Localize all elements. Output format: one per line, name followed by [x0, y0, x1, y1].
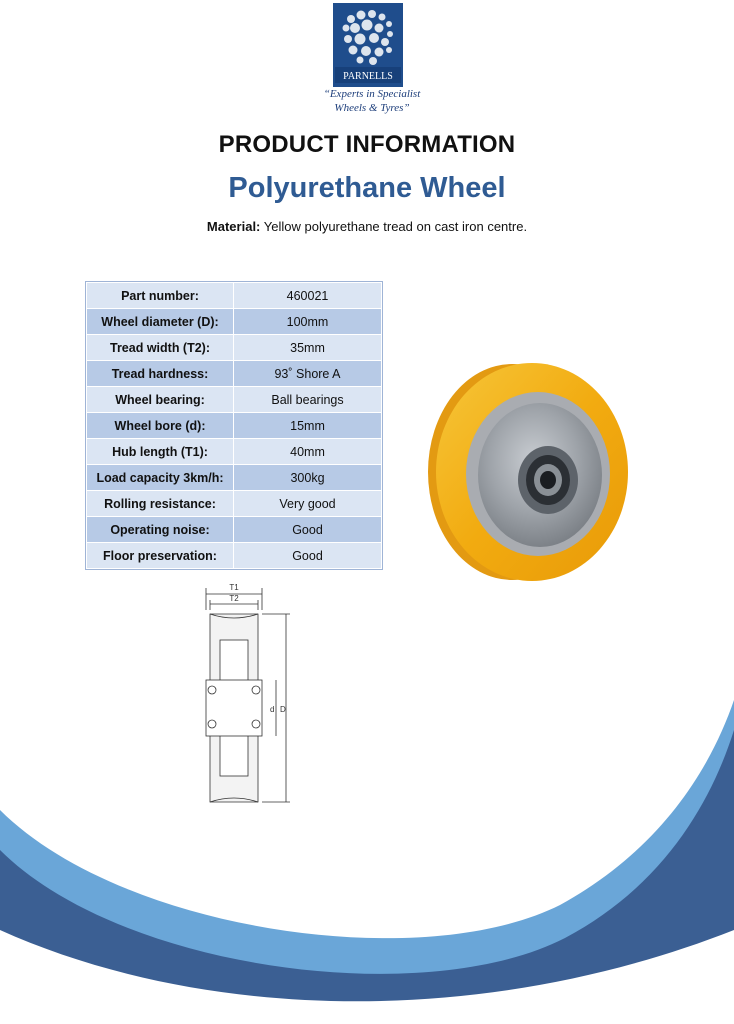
material-value: Yellow polyurethane tread on cast iron centre. — [260, 219, 528, 234]
spec-value: Very good — [234, 491, 382, 517]
label-d-small: d — [270, 705, 275, 714]
material-line — [0, 219, 734, 234]
spec-label: Floor preservation: — [87, 543, 234, 569]
spec-row — [87, 439, 382, 465]
spec-value: Ball bearings — [234, 387, 382, 413]
spec-row — [87, 361, 382, 387]
spec-value: 15mm — [234, 413, 382, 439]
spec-table — [86, 282, 382, 569]
material-label: Material: — [206, 219, 261, 234]
spec-row — [87, 465, 382, 491]
spec-label: Wheel diameter (D): — [87, 309, 234, 335]
spec-row — [87, 517, 382, 543]
parnells-logo — [333, 3, 403, 87]
spec-value: Good — [234, 543, 382, 569]
spec-value: 100mm — [234, 309, 382, 335]
spec-label: Tread width (T2): — [87, 335, 234, 361]
spec-label: Wheel bearing: — [87, 387, 234, 413]
spec-label: Hub length (T1): — [87, 439, 234, 465]
spec-label: Wheel bore (d): — [87, 413, 234, 439]
decorative-swoosh — [0, 700, 734, 1024]
spec-value: 460021 — [234, 283, 382, 309]
spec-value: 93˚ Shore A — [234, 361, 382, 387]
page-heading: PRODUCT INFORMATION — [218, 131, 516, 158]
spec-row — [87, 491, 382, 517]
wheel-photo — [420, 360, 632, 584]
spec-row — [87, 335, 382, 361]
spec-value: 40mm — [234, 439, 382, 465]
label-t2: T2 — [229, 594, 239, 603]
spec-label: Tread hardness: — [87, 361, 234, 387]
spec-label: Part number: — [87, 283, 234, 309]
spec-value: Good — [234, 517, 382, 543]
label-t1: T1 — [229, 583, 239, 592]
product-name: Polyurethane Wheel — [228, 172, 506, 204]
spec-value: 35mm — [234, 335, 382, 361]
spec-label: Operating noise: — [87, 517, 234, 543]
spec-row — [87, 387, 382, 413]
tagline-line-1: “Experts in Specialist — [323, 88, 421, 100]
spec-row — [87, 543, 382, 569]
tagline-line-2: Wheels & Tyres” — [334, 102, 410, 114]
spec-label: Load capacity 3km/h: — [87, 465, 234, 491]
spec-value: 300kg — [234, 465, 382, 491]
label-d-large: D — [280, 705, 286, 714]
spec-row — [87, 283, 382, 309]
spec-row — [87, 413, 382, 439]
spec-row — [87, 309, 382, 335]
brand-tagline — [300, 87, 444, 115]
brand-name: PARNELLS — [343, 71, 393, 82]
spec-label: Rolling resistance: — [87, 491, 234, 517]
